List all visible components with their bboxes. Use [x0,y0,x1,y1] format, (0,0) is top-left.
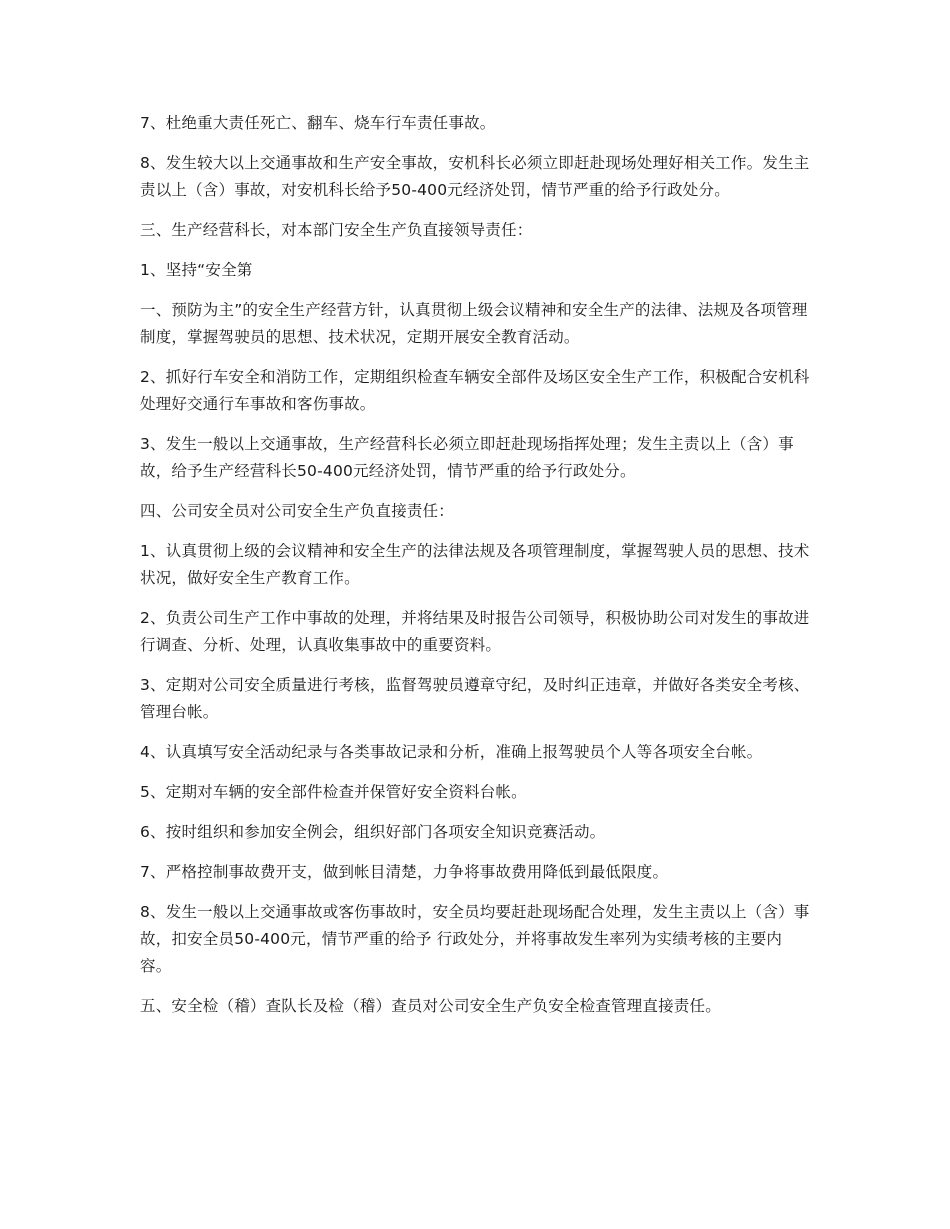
paragraph-6-safety-meetings: 6、按时组织和参加安全例会，组织好部门各项安全知识竞赛活动。 [140,823,606,841]
paragraph-5-vehicle-inspection: 5、定期对车辆的安全部件检查并保管好安全资料台帐。 [140,783,527,801]
paragraph-2-accident-handling: 2、负责公司生产工作中事故的处理，并将结果及时报告公司领导，积极协助公司对发生的事故进行调查、分析、处理，认真收集事故中的重要资料。 [140,609,810,654]
document-body [140,110,812,1033]
paragraph-3-production-chief-penalty: 3、发生一般以上交通事故，生产经营科长必须立即赶赴现场指挥处理；发生主责以上（含）事故，给予生产经营科长50-400元经济处罚，情节严重的给予行政处分。 [140,435,794,480]
section-3-heading: 三、生产经营科长，对本部门安全生产负直接领导责任： [140,221,533,239]
paragraph-1-safety-officer-duties: 1、认真贯彻上级的会议精神和安全生产的法律法规及各项管理制度，掌握驾驶人员的思想、技术状况，做好安全生产教育工作。 [140,542,810,587]
paragraph-8-safety-officer-penalty: 8、发生一般以上交通事故或客伤事故时，安全员均要赶赴现场配合处理，发生主责以上（含）事故，扣安全员50-400元，情节严重的给予 行政处分，并将事故发生率列为实绩考核的主要内容。 [140,903,810,975]
paragraph-4-records: 4、认真填写安全活动纪录与各类事故记录和分析，准确上报驾驶员个人等各项安全台帐。 [140,743,763,761]
section-5-heading: 五、安全检（稽）查队长及检（稽）查员对公司安全生产负安全检查管理直接责任。 [140,997,721,1015]
section-4-heading: 四、公司安全员对公司安全生产负直接责任： [140,502,455,520]
paragraph-7-accident-prevention: 7、杜绝重大责任死亡、翻车、烧车行车责任事故。 [140,114,496,132]
paragraph-2-fire-safety: 2、抓好行车安全和消防工作，定期组织检查车辆安全部件及场区安全生产工作，积极配合安机科处理好交通行车事故和客伤事故。 [140,368,810,413]
paragraph-8-safety-chief-penalty: 8、发生较大以上交通事故和生产安全事故，安机科长必须立即赶赴现场处理好相关工作。发生主责以上（含）事故，对安机科长给予50-400元经济处罚，情节严重的给予行政处分。 [140,154,810,199]
paragraph-3-quality-assessment: 3、定期对公司安全质量进行考核，监督驾驶员遵章守纪，及时纠正违章，并做好各类安全考核、管理台帐。 [140,676,810,721]
paragraph-7-expense-control: 7、严格控制事故费开支，做到帐目清楚，力争将事故费用降低到最低限度。 [140,863,669,881]
paragraph-1-safety-first: 1、坚持“安全第 [140,261,253,279]
paragraph-prevention-policy: 一、预防为主”的安全生产经营方针，认真贯彻上级会议精神和安全生产的法律、法规及各项管理制度，掌握驾驶员的思想、技术状况，定期开展安全教育活动。 [140,301,808,346]
